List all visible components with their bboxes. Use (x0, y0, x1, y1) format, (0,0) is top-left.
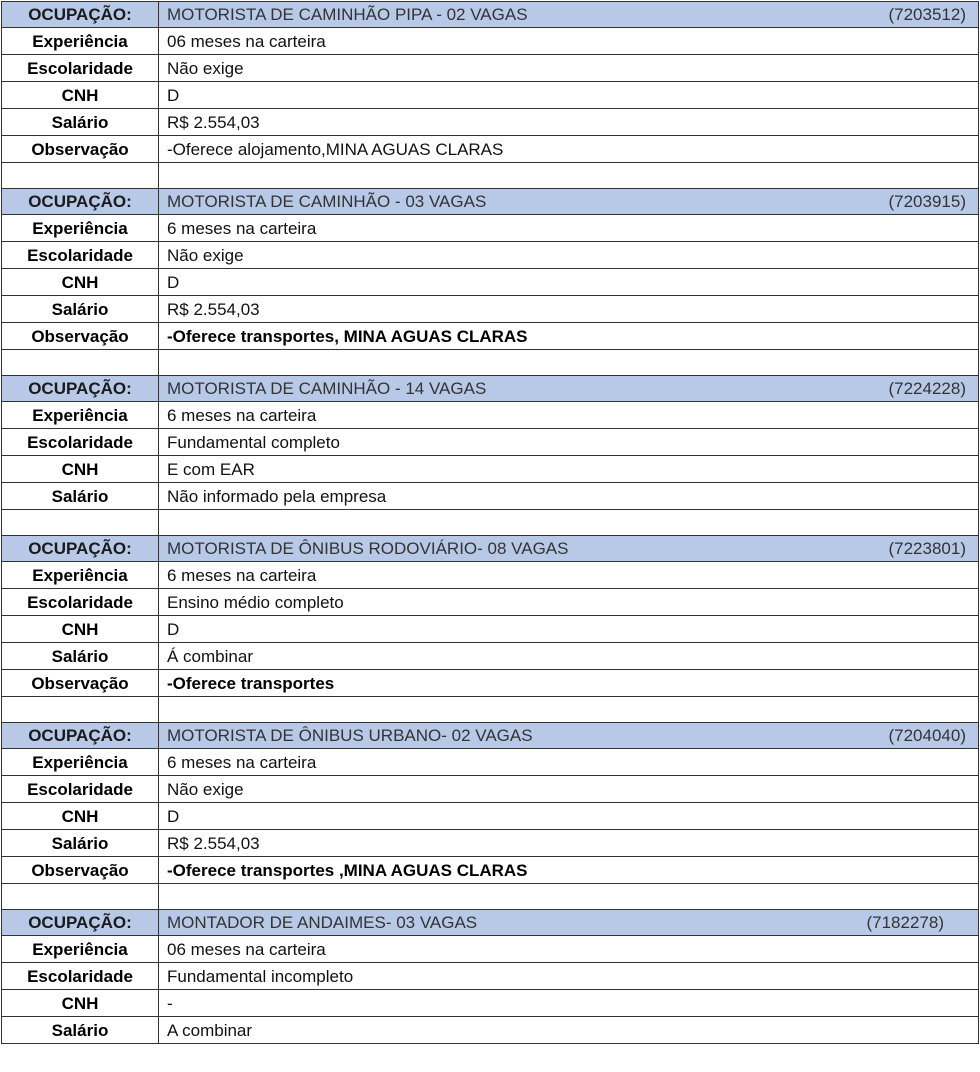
spacer-cell (159, 350, 979, 376)
experience-value: 06 meses na carteira (159, 936, 979, 963)
job-title: MOTORISTA DE CAMINHÃO - 03 VAGAS (167, 192, 487, 211)
observation-label: Observação (2, 670, 159, 697)
schooling-row (2, 776, 979, 803)
license-value: - (159, 990, 979, 1017)
license-row (2, 616, 979, 643)
salary-value: A combinar (159, 1017, 979, 1044)
spacer-row (2, 510, 979, 536)
spacer-cell (159, 163, 979, 189)
spacer-cell (159, 510, 979, 536)
salary-row (2, 1017, 979, 1044)
schooling-row (2, 55, 979, 82)
experience-label: Experiência (2, 562, 159, 589)
occupation-value (159, 2, 979, 28)
experience-value: 6 meses na carteira (159, 215, 979, 242)
observation-row (2, 670, 979, 697)
experience-row (2, 936, 979, 963)
occupation-value (159, 910, 979, 936)
spacer-cell (2, 697, 159, 723)
license-value: E com EAR (159, 456, 979, 483)
license-row (2, 990, 979, 1017)
job-title: MOTORISTA DE ÔNIBUS RODOVIÁRIO- 08 VAGAS (167, 539, 569, 558)
schooling-value: Não exige (159, 55, 979, 82)
license-label: CNH (2, 456, 159, 483)
schooling-value: Fundamental completo (159, 429, 979, 456)
salary-value: R$ 2.554,03 (159, 830, 979, 857)
salary-label: Salário (2, 830, 159, 857)
spacer-row (2, 884, 979, 910)
schooling-value: Não exige (159, 242, 979, 269)
spacer-row (2, 697, 979, 723)
experience-label: Experiência (2, 402, 159, 429)
job-header-row (2, 536, 979, 562)
observation-value: -Oferece alojamento,MINA AGUAS CLARAS (159, 136, 979, 163)
job-title: MOTORISTA DE ÔNIBUS URBANO- 02 VAGAS (167, 726, 533, 745)
salary-row (2, 483, 979, 510)
job-code: (7223801) (888, 539, 966, 558)
salary-row (2, 830, 979, 857)
spacer-cell (2, 510, 159, 536)
spacer-row (2, 350, 979, 376)
spacer-row (2, 163, 979, 189)
salary-value: Á combinar (159, 643, 979, 670)
spacer-cell (159, 697, 979, 723)
experience-value: 6 meses na carteira (159, 749, 979, 776)
license-value: D (159, 82, 979, 109)
job-title: MOTORISTA DE CAMINHÃO - 14 VAGAS (167, 379, 487, 398)
observation-label: Observação (2, 323, 159, 350)
job-header-row (2, 910, 979, 936)
occupation-value (159, 723, 979, 749)
experience-row (2, 215, 979, 242)
job-title: MONTADOR DE ANDAIMES- 03 VAGAS (167, 913, 478, 932)
job-listings-table (1, 1, 979, 1044)
experience-label: Experiência (2, 749, 159, 776)
salary-row (2, 643, 979, 670)
observation-value: -Oferece transportes, MINA AGUAS CLARAS (159, 323, 979, 350)
salary-label: Salário (2, 643, 159, 670)
job-code: (7182278) (866, 913, 944, 932)
experience-row (2, 28, 979, 55)
occupation-label: OCUPAÇÃO: (2, 536, 159, 562)
salary-row (2, 109, 979, 136)
experience-value: 06 meses na carteira (159, 28, 979, 55)
experience-row (2, 562, 979, 589)
job-title: MOTORISTA DE CAMINHÃO PIPA - 02 VAGAS (167, 5, 528, 24)
schooling-value: Não exige (159, 776, 979, 803)
experience-label: Experiência (2, 215, 159, 242)
salary-label: Salário (2, 296, 159, 323)
occupation-value (159, 376, 979, 402)
schooling-value: Fundamental incompleto (159, 963, 979, 990)
job-code: (7203512) (888, 5, 966, 24)
schooling-row (2, 429, 979, 456)
spacer-cell (2, 163, 159, 189)
schooling-label: Escolaridade (2, 963, 159, 990)
occupation-label: OCUPAÇÃO: (2, 2, 159, 28)
license-row (2, 456, 979, 483)
experience-row (2, 749, 979, 776)
experience-label: Experiência (2, 936, 159, 963)
schooling-row (2, 589, 979, 616)
observation-row (2, 857, 979, 884)
salary-label: Salário (2, 1017, 159, 1044)
job-code: (7203915) (888, 192, 966, 211)
occupation-label: OCUPAÇÃO: (2, 910, 159, 936)
job-code: (7224228) (888, 379, 966, 398)
salary-label: Salário (2, 109, 159, 136)
job-header-row (2, 376, 979, 402)
spacer-cell (159, 884, 979, 910)
occupation-value (159, 189, 979, 215)
experience-value: 6 meses na carteira (159, 562, 979, 589)
observation-label: Observação (2, 857, 159, 884)
observation-label: Observação (2, 136, 159, 163)
license-value: D (159, 616, 979, 643)
occupation-label: OCUPAÇÃO: (2, 376, 159, 402)
job-header-row (2, 189, 979, 215)
license-label: CNH (2, 616, 159, 643)
experience-value: 6 meses na carteira (159, 402, 979, 429)
salary-value: Não informado pela empresa (159, 483, 979, 510)
schooling-label: Escolaridade (2, 776, 159, 803)
salary-value: R$ 2.554,03 (159, 296, 979, 323)
job-header-row (2, 723, 979, 749)
license-value: D (159, 269, 979, 296)
observation-value: -Oferece transportes ,MINA AGUAS CLARAS (159, 857, 979, 884)
schooling-row (2, 963, 979, 990)
experience-label: Experiência (2, 28, 159, 55)
license-row (2, 82, 979, 109)
schooling-label: Escolaridade (2, 55, 159, 82)
salary-label: Salário (2, 483, 159, 510)
observation-row (2, 136, 979, 163)
experience-row (2, 402, 979, 429)
occupation-label: OCUPAÇÃO: (2, 723, 159, 749)
license-label: CNH (2, 990, 159, 1017)
schooling-label: Escolaridade (2, 429, 159, 456)
observation-row (2, 323, 979, 350)
schooling-row (2, 242, 979, 269)
job-header-row (2, 2, 979, 28)
spacer-cell (2, 884, 159, 910)
occupation-label: OCUPAÇÃO: (2, 189, 159, 215)
job-listings-document (1, 1, 978, 1044)
license-label: CNH (2, 803, 159, 830)
schooling-label: Escolaridade (2, 242, 159, 269)
license-row (2, 803, 979, 830)
occupation-value (159, 536, 979, 562)
license-label: CNH (2, 82, 159, 109)
schooling-label: Escolaridade (2, 589, 159, 616)
salary-value: R$ 2.554,03 (159, 109, 979, 136)
license-label: CNH (2, 269, 159, 296)
schooling-value: Ensino médio completo (159, 589, 979, 616)
license-row (2, 269, 979, 296)
observation-value: -Oferece transportes (159, 670, 979, 697)
spacer-cell (2, 350, 159, 376)
license-value: D (159, 803, 979, 830)
salary-row (2, 296, 979, 323)
job-code: (7204040) (888, 726, 966, 745)
